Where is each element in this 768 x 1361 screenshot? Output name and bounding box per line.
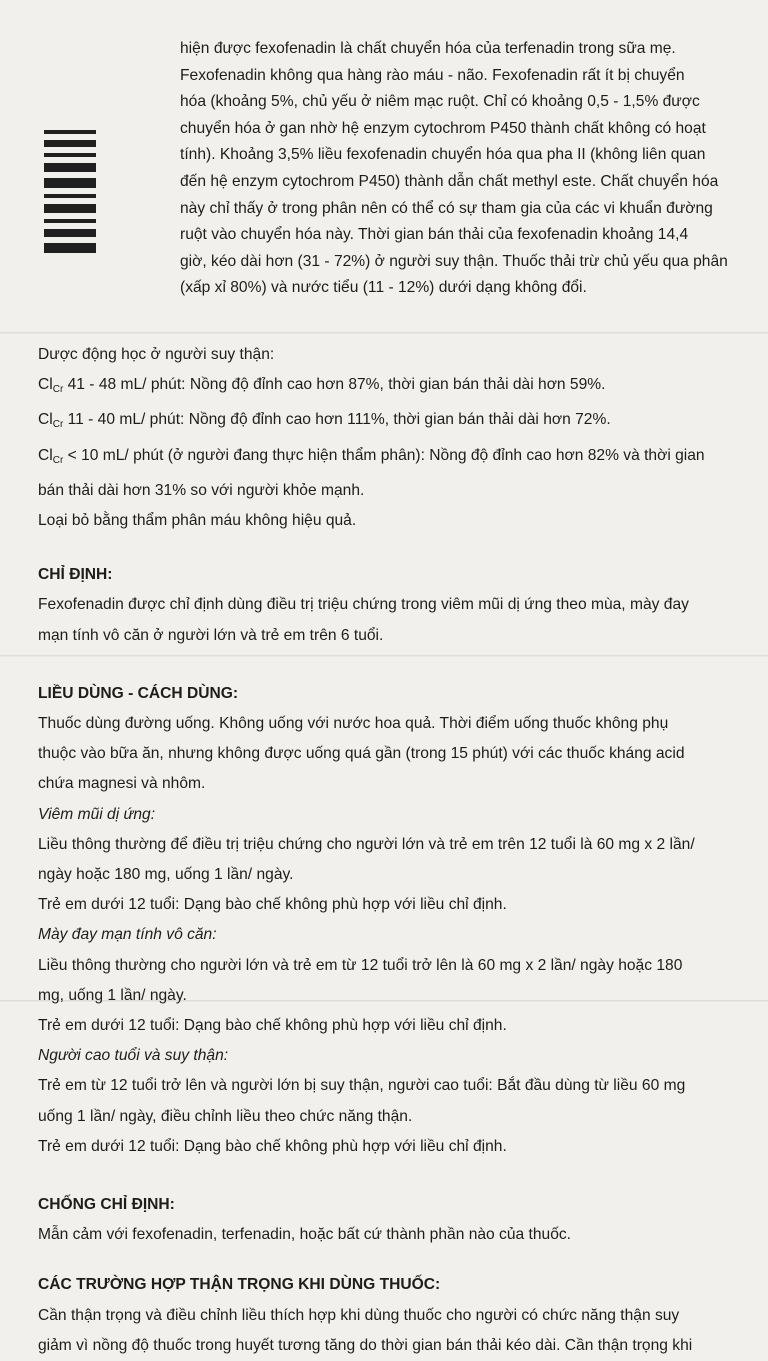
indication-line: Fexofenadin được chỉ định dùng điều trị triệu chứng trong viêm mũi dị ứng theo mùa, mày đay bbox=[38, 596, 689, 614]
text-line: hóa (khoảng 5%, chủ yếu ở niêm mạc ruột. Chỉ có khoảng 0,5 - 1,5% được bbox=[180, 93, 700, 111]
dosage-line: Liều thông thường để điều trị triệu chứng cho người lớn và trẻ em trên 12 tuổi là 60 mg x 2 lần/ bbox=[38, 835, 695, 853]
renal-intro: Dược động học ở người suy thận: bbox=[38, 346, 275, 363]
elderly-subheading: Người cao tuổi và suy thận: bbox=[38, 1047, 229, 1065]
text-line: Fexofenadin không qua hàng rào máu - não. Fexofenadin rất ít bị chuyển bbox=[180, 66, 685, 84]
text-line: ruột vào chuyển hóa này. Thời gian bán thải của fexofenadin khoảng 14,4 bbox=[180, 226, 689, 244]
dosage-heading: LIỀU DÙNG - CÁCH DÙNG: bbox=[38, 684, 239, 702]
contraindication-heading: CHỐNG CHỈ ĐỊNH: bbox=[38, 1196, 175, 1214]
renal-line: Loại bỏ bằng thẩm phân máu không hiệu quả. bbox=[38, 512, 357, 530]
dosage-line: Trẻ em dưới 12 tuổi: Dạng bào chế không phù hợp với liều chỉ định. bbox=[38, 1017, 507, 1035]
dosage-line: thuộc vào bữa ăn, nhưng không được uống quá gần (trong 15 phút) với các thuốc kháng acid bbox=[38, 745, 685, 763]
contraindication-line: Mẫn cảm với fexofenadin, terfenadin, hoặc bất cứ thành phần nào của thuốc. bbox=[38, 1226, 572, 1244]
paper-fold bbox=[0, 332, 768, 335]
text-line: tính). Khoảng 3,5% liều fexofenadin chuyển hóa qua pha II (không liên quan bbox=[180, 146, 706, 164]
precautions-line: giảm vì nồng độ thuốc trong huyết tương tăng do thời gian bán thải kéo dài. Cần thận trọng khi bbox=[38, 1336, 693, 1354]
indication-heading: CHỈ ĐỊNH: bbox=[38, 566, 113, 584]
dosage-line: mg, uống 1 lần/ ngày. bbox=[38, 986, 187, 1004]
renal-line: $Cl_{Cr}$ 41 - 48 mL/ phút: Nồng độ đỉnh cao hơn 87%, thời gian bán thải dài hơn 59%. bbox=[38, 376, 606, 396]
renal-line: bán thải dài hơn 31% so với người khỏe mạnh. bbox=[38, 481, 365, 499]
dosage-line: chứa magnesi và nhôm. bbox=[38, 775, 206, 793]
urticaria-subheading: Mày đay mạn tính vô căn: bbox=[38, 926, 217, 944]
dosage-line: Liều thông thường cho người lớn và trẻ em từ 12 tuổi trở lên là 60 mg x 2 lần/ ngày hoặc 180 bbox=[38, 956, 683, 974]
text-line: hiện được fexofenadin là chất chuyển hóa của terfenadin trong sữa mẹ. bbox=[180, 40, 676, 57]
dosage-line: Trẻ em dưới 12 tuổi: Dạng bào chế không phù hợp với liều chỉ định. bbox=[38, 896, 507, 914]
renal-line: $Cl_{Cr}$ 11 - 40 mL/ phút: Nồng độ đỉnh cao hơn 111%, thời gian bán thải dài hơn 72%. bbox=[38, 411, 611, 431]
text-line: giờ, kéo dài hơn (31 - 72%) ở người suy thận. Thuốc thải trừ chủ yếu qua phân bbox=[180, 252, 728, 270]
barcode-mark bbox=[44, 130, 96, 259]
text-line: chuyển hóa ở gan nhờ hệ enzym cytochrom P450 thành chất không có hoạt bbox=[180, 119, 706, 137]
text-line: đến hệ enzym cytochrom P450) thành dẫn chất methyl este. Chất chuyển hóa bbox=[180, 172, 719, 190]
text-line: này chỉ thấy ở trong phân nên có thể có sự tham gia của các vi khuẩn đường bbox=[180, 199, 713, 217]
precautions-heading: CÁC TRƯỜNG HỢP THẬN TRỌNG KHI DÙNG THUỐC: bbox=[38, 1276, 441, 1294]
dosage-line: uống 1 lần/ ngày, điều chỉnh liều theo chức năng thận. bbox=[38, 1107, 413, 1125]
dosage-line: Thuốc dùng đường uống. Không uống với nước hoa quả. Thời điểm uống thuốc không phụ bbox=[38, 715, 669, 733]
text-line: (xấp xỉ 80%) và nước tiểu (11 - 12%) dưới dạng không đổi. bbox=[180, 279, 587, 297]
renal-line: $Cl_{Cr} < 10$ mL/ phút (ở người đang thực hiện thẩm phân): Nồng độ đỉnh cao hơn 82% và thời gian bbox=[38, 446, 705, 466]
dosage-line: Trẻ em dưới 12 tuổi: Dạng bào chế không phù hợp với liều chỉ định. bbox=[38, 1137, 507, 1155]
rhinitis-subheading: Viêm mũi dị ứng: bbox=[38, 805, 156, 823]
pharmacokinetics-paragraph bbox=[180, 36, 742, 302]
leaflet-body bbox=[38, 340, 742, 1361]
dosage-line: Trẻ em từ 12 tuổi trở lên và người lớn bị suy thận, người cao tuổi: Bắt đầu dùng từ liều 60 mg bbox=[38, 1077, 686, 1095]
dosage-line: ngày hoặc 180 mg, uống 1 lần/ ngày. bbox=[38, 866, 294, 884]
precautions-line: Cần thận trọng và điều chỉnh liều thích hợp khi dùng thuốc cho người có chức năng thận suy bbox=[38, 1306, 680, 1324]
indication-line: mạn tính vô căn ở người lớn và trẻ em trên 6 tuổi. bbox=[38, 626, 384, 644]
